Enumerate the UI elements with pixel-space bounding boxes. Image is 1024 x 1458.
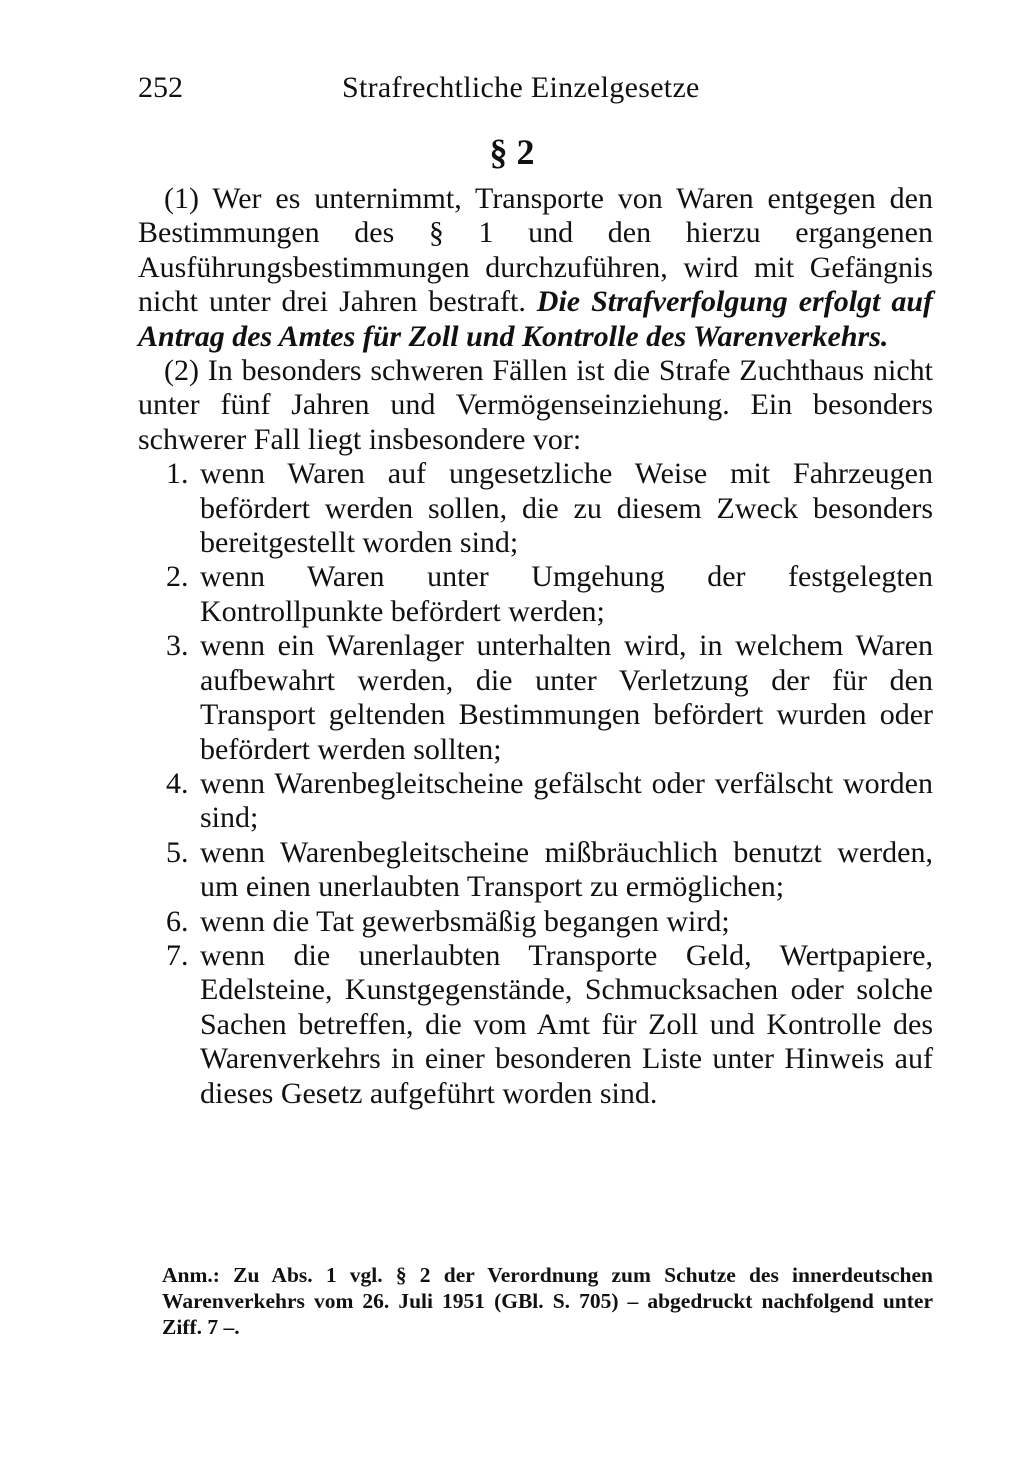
list-item-number: 4. [166, 766, 189, 800]
list-item [138, 905, 933, 939]
list-item-text: wenn Warenbegleitscheine gefälscht oder verfälscht worden sind; [200, 766, 933, 835]
enumerated-list [138, 457, 933, 1111]
paragraph-1-text: (1) Wer es unternimmt, Transporte von Waren entgegen den Bestimmungen des § 1 und den hierzu ergangenen Ausführungsbestimmungen durchzuführen, wird mit Gefängnis nicht unter drei Jahren bestraft. [138, 182, 933, 319]
list-item [138, 767, 933, 836]
running-head [138, 66, 933, 110]
list-item-text: wenn die Tat gewerbsmäßig begangen wird; [200, 904, 730, 938]
paragraph-2: (2) In besonders schweren Fällen ist die Strafe Zuchthaus nicht unter fünf Jahren und Vermögenseinziehung. Ein besonders schwerer Fall liegt insbesondere vor: [138, 354, 933, 456]
paragraph-1-italic-text: Die Strafverfolgung erfolgt auf Antrag des Amtes für Zoll und Kontrolle des Warenverkehrs. [138, 285, 933, 353]
page-number: 252 [138, 71, 183, 104]
list-item-text: wenn Waren unter Umgehung der festgelegten Kontrollpunkte befördert werden; [200, 560, 933, 628]
list-item-number: 2. [166, 560, 189, 594]
paragraph-1 [138, 182, 933, 354]
body-text [138, 182, 933, 1111]
list-item-text: wenn die unerlaubten Transporte Geld, Wertpapiere, Edelsteine, Kunstgegenstände, Schmucksachen oder solche Sachen betreffen, die vom Amt für Zoll und Kontrolle des Warenverkehrs in einer besonderen Liste unter Hinweis auf dieses Gesetz aufgeführt worden sind. [200, 938, 933, 1110]
list-item [138, 560, 933, 629]
list-item-number: 5. [166, 835, 189, 869]
list-item [138, 629, 933, 767]
list-item-text: wenn Waren auf ungesetzliche Weise mit Fahrzeugen befördert werden sollen, die zu diesem Zweck besonders bereitgestellt worden sind; [200, 457, 933, 560]
list-item [138, 836, 933, 905]
list-item-number: 6. [166, 904, 189, 938]
list-item-text: wenn ein Warenlager unterhalten wird, in welchem Waren aufbewahrt werden, die unter Verletzung der für den Transport geltenden Bestimmungen befördert wurden oder befördert werden sollten; [200, 629, 933, 766]
list-item-number: 1. [166, 457, 189, 491]
list-item [138, 457, 933, 560]
list-item-number: 3. [166, 629, 189, 663]
list-item-number: 7. [166, 938, 189, 972]
list-item-text: wenn Warenbegleitscheine mißbräuchlich benutzt werden, um einen unerlaubten Transport zu ermöglichen; [200, 835, 933, 904]
running-title: Strafrechtliche Einzelgesetze [342, 71, 700, 104]
footnote: Anm.: Zu Abs. 1 vgl. § 2 der Verordnung zum Schutze des innerdeutschen Warenverkehrs vom 26. Juli 1951 (GBl. S. 705) – abgedruckt nachfolgend unter Ziff. 7 –. [162, 1263, 933, 1339]
section-heading: § 2 [489, 132, 535, 172]
list-item [138, 939, 933, 1111]
